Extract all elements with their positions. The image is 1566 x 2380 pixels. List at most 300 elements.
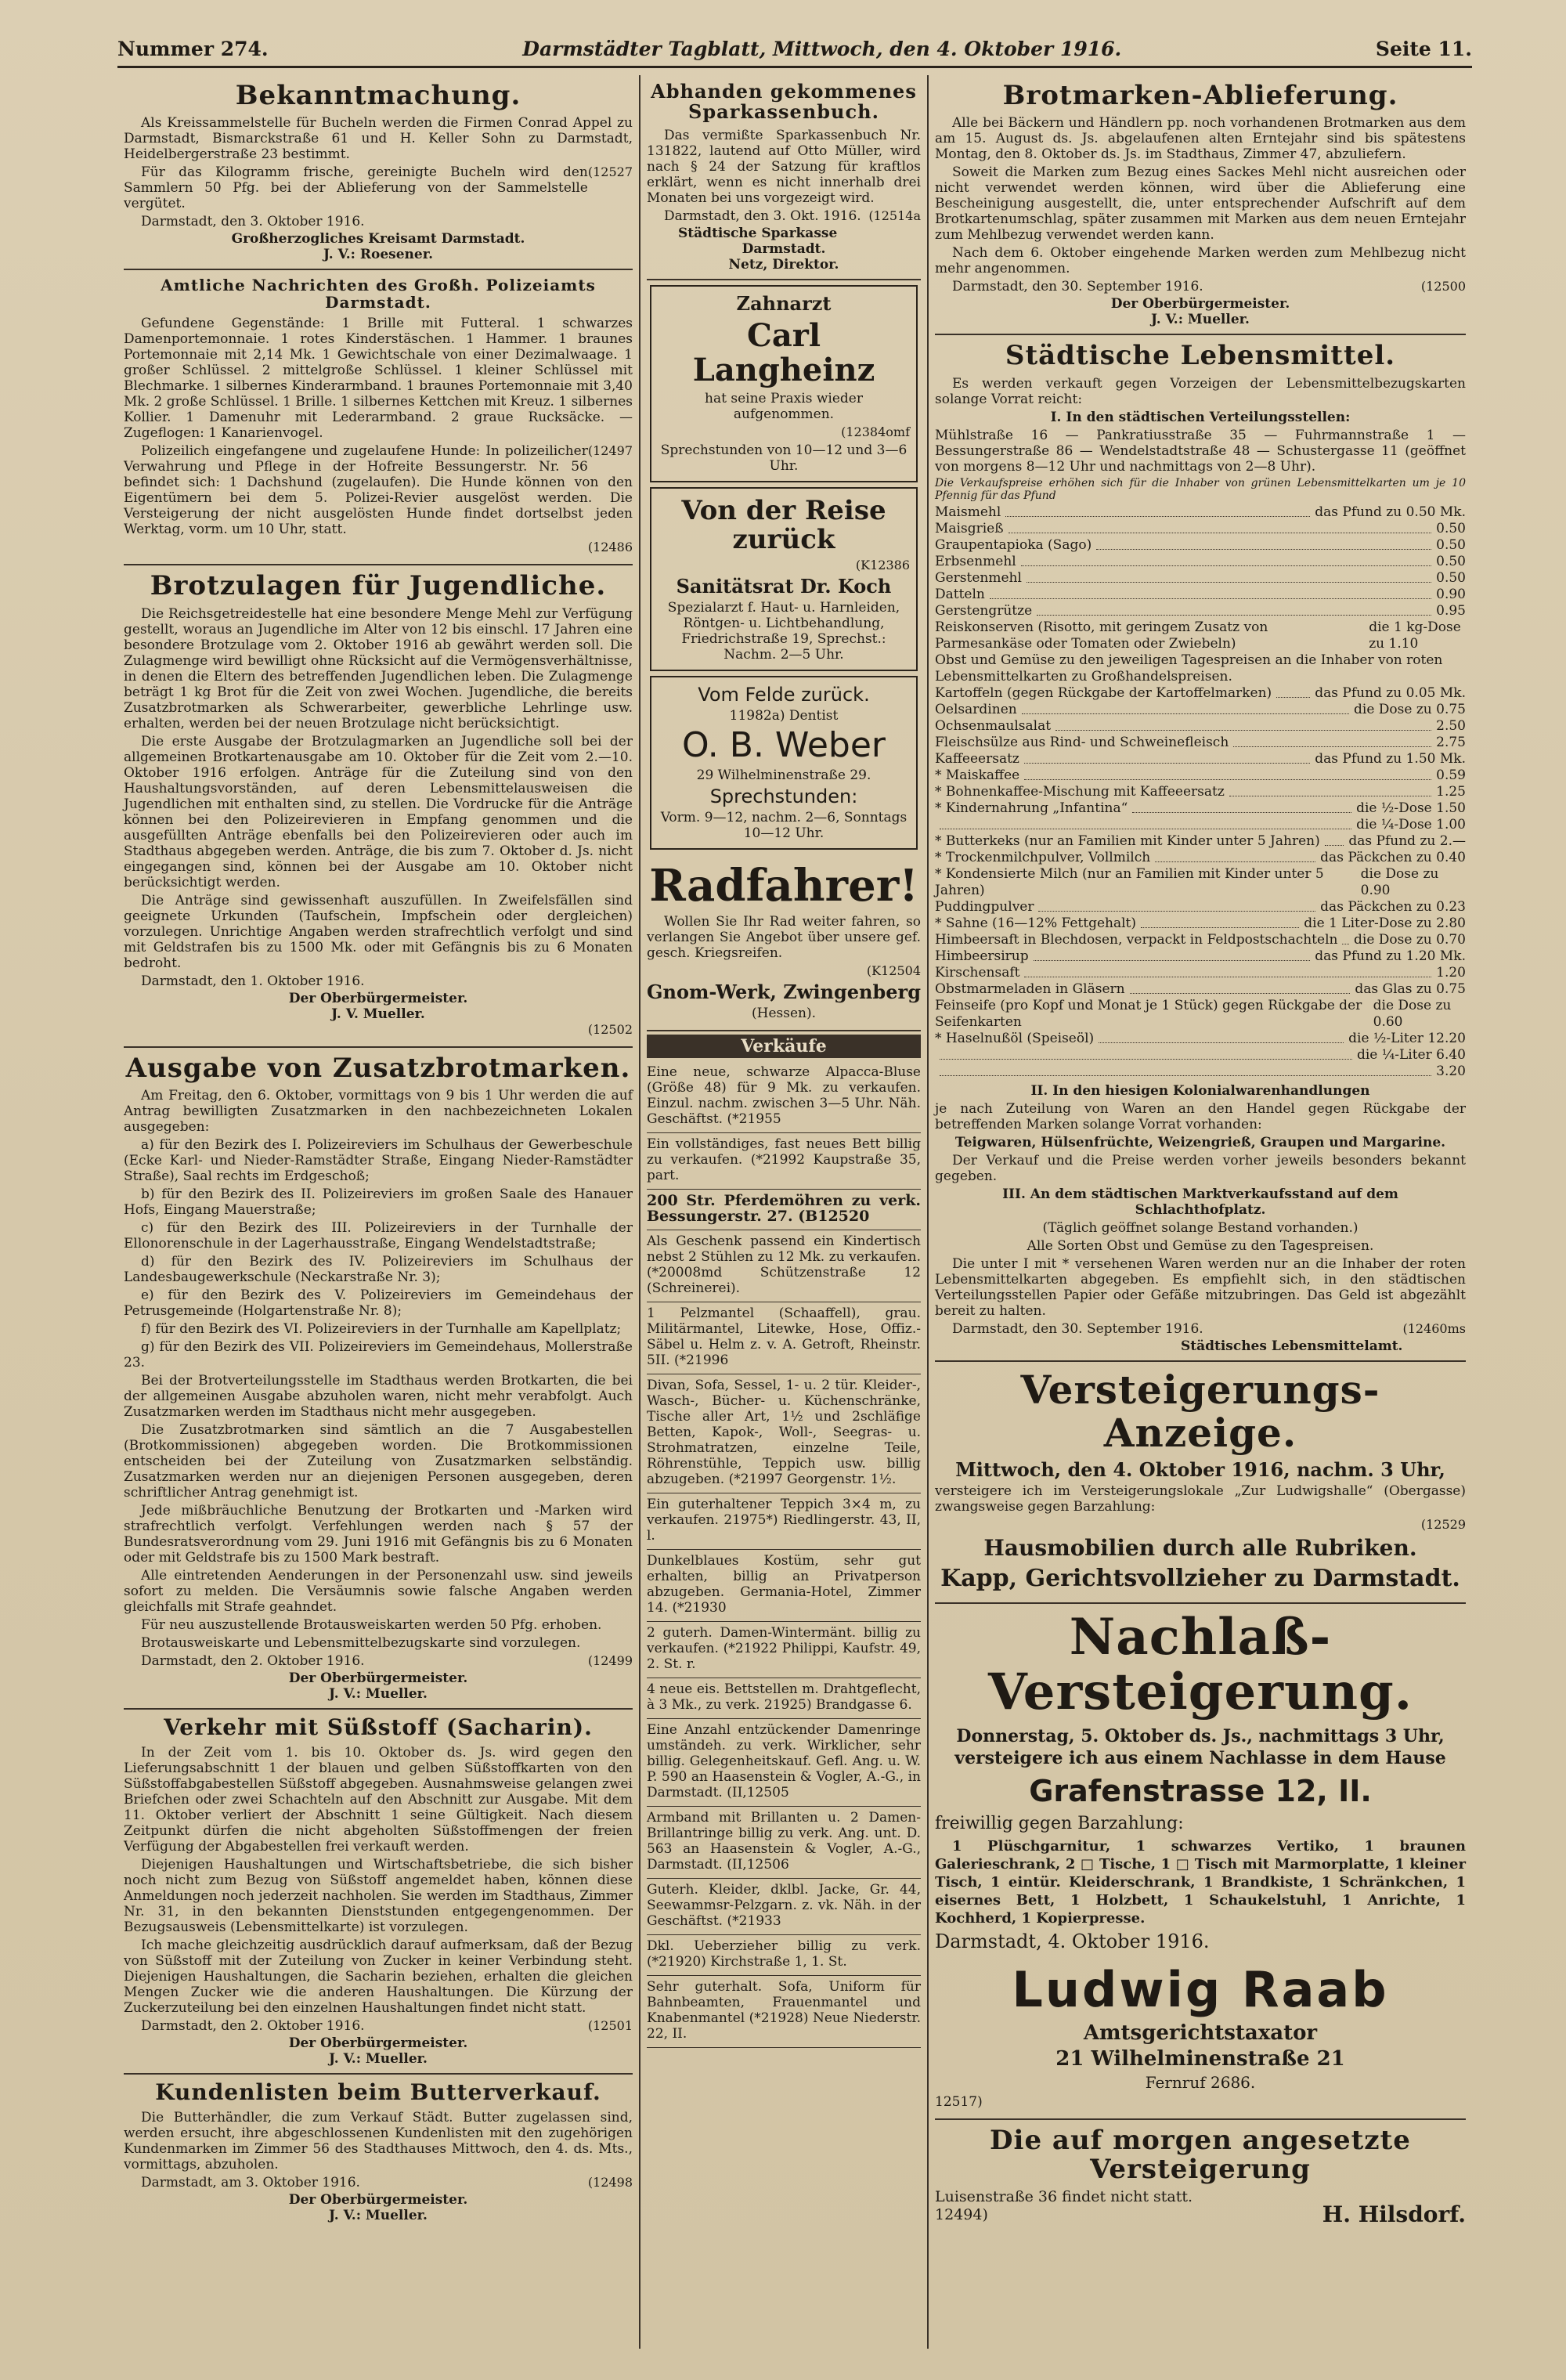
ad-zahnarzt: [650, 285, 918, 482]
price-value: 1.20: [1436, 964, 1466, 981]
auctioneer-phone: Fernruf 2686.: [1145, 2072, 1256, 2092]
notice-signature: J. V.: Roesener.: [323, 247, 434, 263]
notice-text: Mühlstraße 16 — Pankratiusstraße 35 — Fuhrmannstraße 1 — Bessungerstraße 86 — Wendelstadtstraße 48 — Schustergasse 11 (geöffnet von morgens 8—12 Uhr und nachmittags von 2—8 Uhr).: [935, 427, 1466, 475]
notice-signature: J. V.: Mueller.: [329, 2050, 428, 2067]
notice-text: Für das Kilogramm frische, gereinigte Bucheln wird den Sammlern 50 Pfg. bei der Ablieferung von der Sammelstelle vergütet.: [124, 164, 588, 212]
notice-text: Bei der Brotverteilungsstelle im Stadthaus werden Brotkarten, die bei der allgemeinen Ausgabe abzuholen waren, nicht mehr verabfolgt. Auch Zusatzmarken werden im Stadthaus nicht mehr ausgegeben.: [124, 1373, 633, 1421]
price-leader: [1024, 767, 1431, 780]
classified-ad: [647, 1374, 921, 1493]
ad-heading: Zahnarzt: [736, 291, 832, 315]
notice-signature: H. Hilsdorf.: [1322, 2201, 1466, 2228]
notice-text: je nach Zuteilung von Waren an den Handel gegen Rückgabe der betreffenden Marken solange Vorrat vorhanden:: [935, 1100, 1466, 1132]
classified-ad: [647, 1550, 921, 1622]
price-leader: [1022, 702, 1349, 714]
price-value: 3.20: [1436, 1063, 1466, 1079]
price-row: [935, 1047, 1466, 1064]
notice-signature: J. V. Mueller.: [331, 1006, 425, 1022]
ad-name: Sanitätsrat Dr. Koch: [676, 575, 892, 598]
issue-number: Nummer 274.: [117, 37, 269, 60]
ad-text: Armband mit Brillanten u. 2 Damen-Brillantringe billig zu verk. Ang. unt. D. 563 an Haasenstein & Vogler, A.-G., Darmstadt. (II,12506: [647, 1809, 921, 1873]
notice-date: Darmstadt, den 3. Oktober 1916.: [141, 214, 365, 230]
price-value: das Pfund zu 0.50 Mk.: [1315, 504, 1466, 520]
price-leader: [940, 1064, 1431, 1076]
price-leader: [1130, 981, 1351, 994]
notice-text: Luisenstraße 36 findet nicht statt.: [935, 2188, 1193, 2206]
price-row: [935, 619, 1466, 652]
price-leader: [1005, 504, 1310, 517]
price-row: [935, 981, 1466, 998]
price-row: [935, 1031, 1466, 1047]
price-leader: [1132, 800, 1351, 813]
price-item-name: * Maiskaffee: [935, 767, 1020, 783]
price-value: das Pfund zu 2.—: [1348, 832, 1466, 849]
notice-text: Alle eintretenden Aenderungen in der Personenzahl usw. sind jeweils sofort zu melden. Die Versäumnis sowie falsche Angaben werden gleichfalls mit Strafe geahndet.: [124, 1568, 633, 1616]
page-number: Seite 11.: [1375, 37, 1472, 60]
price-row: [935, 817, 1466, 833]
notice-ref: (12500: [1420, 279, 1466, 294]
classified-ad: [647, 1133, 921, 1190]
notice-text: Der Verkauf und die Preise werden vorher jeweils besonders bekannt gegeben.: [935, 1152, 1466, 1184]
notice-versteigerung: [935, 1362, 1466, 1604]
price-leader: [940, 1047, 1352, 1060]
price-row: [935, 537, 1466, 554]
price-value: das Pfund zu 0.05 Mk.: [1315, 684, 1466, 701]
date-text: Darmstadt, den 30. September 1916.: [952, 279, 1203, 295]
classified-ad: [647, 1622, 921, 1678]
price-value: 0.50: [1436, 536, 1466, 553]
price-leader: [1055, 718, 1431, 731]
notice-signature: Städtische Sparkasse Darmstadt.: [678, 225, 838, 257]
price-value: die ½-Liter 12.20: [1348, 1030, 1466, 1046]
price-row: [935, 751, 1466, 767]
price-row: [935, 998, 1466, 1031]
price-item-name: Puddingpulver: [935, 898, 1034, 915]
price-row: [935, 652, 1466, 685]
ad-text: Eine Anzahl entzückender Damenringe umständeh. zu verk. Wirklicher, sehr billig. Gelegenheitskauf. Gefl. Ang. u. W. P. 590 an Haasenstein & Vogler, A.-G., in Darmstadt. (II,12505: [647, 1721, 921, 1800]
ad-ref: (12384omf: [841, 424, 910, 439]
price-item-name: Gerstenmehl: [935, 569, 1022, 586]
price-leader: [1096, 537, 1431, 550]
classified-ad: [647, 1879, 921, 1935]
price-leader: [1233, 735, 1431, 747]
ad-reise: [650, 487, 918, 672]
price-row: [935, 833, 1466, 850]
notice-text: Es werden verkauft gegen Vorzeigen der Lebensmittelbezugskarten solange Vorrat reicht:: [935, 375, 1466, 407]
price-value: 0.90: [1436, 586, 1466, 602]
price-value: die ¼-Dose 1.00: [1356, 816, 1466, 832]
ad-text: Sehr guterhalt. Sofa, Uniform für Bahnbeamten, Frauenmantel und Knabenmantel (*21928) Neue Niederstr. 22, II.: [647, 1978, 921, 2042]
price-value: 1.25: [1436, 783, 1466, 800]
price-leader: [1021, 554, 1431, 566]
price-item-name: Feinseife (pro Kopf und Monat je 1 Stück) gegen Rückgabe der Seifenkarten: [935, 997, 1362, 1030]
ad-subheading: Sprechstunden:: [709, 786, 858, 808]
notice-title: Kundenlisten beim Butterverkauf.: [155, 2078, 601, 2105]
price-row: [935, 784, 1466, 800]
notice-brotzulagen: [124, 565, 633, 1047]
notice-text: Brotausweiskarte und Lebensmittelbezugskarte sind vorzulegen.: [141, 1635, 581, 1652]
price-row: [935, 899, 1466, 916]
notice-title: Ausgabe von Zusatzbrotmarken.: [125, 1052, 631, 1084]
ad-text: Wollen Sie Ihr Rad weiter fahren, so verlangen Sie Angebot über unsere gef. gesch. Kriegsreifen.: [647, 913, 921, 961]
price-row: [935, 718, 1466, 735]
notice-text: Nach dem 6. Oktober eingehende Marken werden zum Mehlbezug nicht mehr angenommen.: [935, 245, 1466, 277]
notice-signature: J. V.: Mueller.: [329, 2207, 428, 2223]
price-value: das Glas zu 0.75: [1355, 981, 1466, 997]
price-row: [935, 702, 1466, 718]
notice-lebensmittel: [935, 335, 1466, 1361]
notice-title: Brotzulagen für Jugendliche.: [150, 570, 607, 602]
classified-ad: [647, 1976, 921, 2048]
ad-firm-location: (Hessen).: [751, 1005, 816, 1021]
newspaper-title: Darmstädter Tagblatt, Mittwoch, den 4. Oktober 1916.: [522, 37, 1122, 60]
ad-hours: Vorm. 9—12, nachm. 2—6, Sonntags 10—12 Uhr.: [660, 810, 907, 842]
notice-text: versteigere ich im Versteigerungslokale „Zur Ludwigshalle“ (Obergasse) zwangsweise gegen Barzahlung:: [935, 1483, 1466, 1515]
notice-polizeiamt: [124, 270, 633, 565]
price-item-name: Reiskonserven (Risotto, mit geringem Zusatz von Parmesankäse oder Tomaten oder Zwiebeln): [935, 619, 1268, 652]
ad-text: Dkl. Ueberzieher billig zu verk. (*21920) Kirchstraße 1, 1. St.: [647, 1938, 921, 1970]
notice-ref: (12460ms: [1402, 1320, 1466, 1336]
price-leader: [1342, 932, 1349, 944]
date-text: Darmstadt, den 2. Oktober 1916.: [141, 1653, 365, 1670]
notice-ref: (12527: [587, 164, 633, 180]
list-item: d) für den Bezirk des IV. Polizeireviers im Schulhaus der Landesbaugewerkschule (Neckarstraße Nr. 3);: [124, 1254, 633, 1286]
price-value: die Dose zu 0.75: [1354, 701, 1466, 717]
notice-text: Am Freitag, den 6. Oktober, vormittags von 9 bis 1 Uhr werden die auf Antrag bewilligten Zusatzmarken in den nachbezeichneten Lokalen ausgegeben:: [124, 1088, 633, 1136]
notice-text: Die Anträge sind gewissenhaft auszufüllen. In Zweifelsfällen sind geeignete Urkunden (Taufschein, Impfschein oder dergleichen) vorzulegen. Unrichtige Angaben werden strafrechtlich verfolgt und sind mit Geldstrafen bis zu 1500 Mk. oder mit Gefängnis bis zu 6 Monaten bedroht.: [124, 892, 633, 971]
list-item: b) für den Bezirk des II. Polizeireviers im großen Saale des Hanauer Hofs, Eingang Mauerstraße;: [124, 1186, 633, 1219]
price-value: das Pfund zu 1.50 Mk.: [1315, 750, 1466, 767]
price-item-name: Obstmarmeladen in Gläsern: [935, 981, 1125, 997]
section-heading: I. In den städtischen Verteilungsstellen:: [1050, 409, 1351, 425]
price-leader: [1037, 603, 1431, 616]
notice-title: Bekanntmachung.: [235, 80, 521, 111]
ad-text: Dunkelblaues Kostüm, sehr gut erhalten, billig an Privatperson abzugeben. Germania-Hotel, Zimmer 14. (*21930: [647, 1552, 921, 1616]
notice-text: Polizeilich eingefangene und zugelaufene Hunde: In polizeilicher Verwahrung und Pflege in der Hofreite Bessungerstr. Nr. 56 befindet sich: 1 Dachshund (zugelaufen). Die Hunde können von den Eigentümern bei dem 5. Polizei-Revier ausgelöst werden. Die Versteigerung der nicht ausgelösten Hunde findet dortselbst jeden Werktag, vorm. um 10 Uhr, statt.: [124, 443, 633, 538]
notice-date: [124, 2018, 633, 2034]
price-value: 2.50: [1436, 717, 1466, 734]
notice-ref: (12529: [1420, 1516, 1466, 1532]
ad-name: O. B. Weber: [681, 724, 886, 765]
price-row: [935, 587, 1466, 603]
ad-ref: (K12504: [866, 962, 921, 978]
price-value: das Pfund zu 1.20 Mk.: [1315, 948, 1466, 964]
notice-signature: Der Oberbürgermeister.: [288, 1670, 468, 1687]
ad-ref: 11982a): [729, 707, 785, 724]
notice-bucheln: [124, 75, 633, 270]
price-leader: [1276, 685, 1310, 698]
ad-text: Spezialarzt f. Haut- u. Harnleiden, Röntgen- u. Lichtbehandlung, Friedrichstraße 19, Sprechst.: Nachm. 2—5 Uhr.: [667, 600, 900, 663]
notice-text: freiwillig gegen Barzahlung:: [935, 1813, 1184, 1833]
notice-text: Jede mißbräuchliche Benutzung der Brotkarten und -Marken wird strafrechtlich verfolgt. Verfehlungen werden nach § 57 der Bundesratsverordnung vom 29. Juni 1916 mit Gefängnis bis zu 6 Monaten oder mit Geldstrafe bis zu 1500 Mark bestraft.: [124, 1503, 633, 1566]
price-value: 0.50: [1436, 553, 1466, 569]
price-leader: [940, 817, 1351, 829]
section-header-verkaeufe: Verkäufe: [647, 1035, 921, 1058]
auctioneer-role: Amtsgerichtstaxator: [1083, 2021, 1318, 2045]
price-row: [935, 735, 1466, 751]
notice-title: Versteigerungs-Anzeige.: [1020, 1366, 1380, 1456]
notice-signature: Der Oberbürgermeister.: [288, 2035, 468, 2051]
price-leader: [1009, 521, 1432, 533]
price-value: die 1 kg-Dose zu 1.10: [1369, 619, 1461, 652]
ad-text: 4 neue eis. Bettstellen m. Drahtgeflecht, à 3 Mk., zu verk. 21925) Brandgasse 6.: [647, 1681, 921, 1713]
notice-ref: (12486: [587, 540, 633, 555]
notice-text: (Täglich geöffnet solange Bestand vorhanden.): [1042, 1219, 1359, 1236]
price-item-name: Kaffeeersatz: [935, 750, 1019, 767]
notice-text: Ich mache gleichzeitig ausdrücklich darauf aufmerksam, daß der Bezug von Süßstoff mit der Zuteilung von Zucker in keiner Verbindung steht. Diejenigen Haushaltungen, die Sacharin beziehen, erhalten die gleichen Mengen Zucker wie die anderen Haushaltungen. Die Kürzung der Zuckerzuteilung bei den einzelnen Haushaltungen findet nicht statt.: [124, 1937, 633, 2016]
notice-ref: (12499: [587, 1653, 633, 1669]
ad-text: Ein vollständiges, fast neues Bett billig zu verkaufen. (*21992 Kaupstraße 35, part.: [647, 1136, 921, 1183]
ad-heading: Radfahrer!: [649, 860, 918, 912]
price-value: die Dose zu 0.70: [1354, 931, 1466, 948]
notice-title: Nachlaß-Versteigerung.: [987, 1607, 1413, 1722]
ad-firm: Gnom-Werk, Zwingenberg: [647, 980, 921, 1003]
ad-role: Dentist: [788, 707, 839, 724]
notice-date: [124, 2175, 633, 2190]
price-list: [935, 504, 1466, 1080]
price-leader: [1038, 899, 1315, 912]
list-item: f) für den Bezirk des VI. Polizeireviers in der Turnhalle am Kapellplatz;: [141, 1321, 622, 1338]
ad-text: 200 Str. Pferdemöhren zu verk. Bessungerstr. 27. (B12520: [647, 1191, 921, 1225]
notice-ref: (12501: [587, 2017, 633, 2033]
price-row: [935, 948, 1466, 965]
notice-text: Die unter I mit * versehenen Waren werden nur an die Inhaber der roten Lebensmittelkarten abgegeben. Es empfiehlt sich, in den städtischen Verteilungsstellen Papier oder Gefäße mitzubringen. Das Geld ist abgezählt bereit zu halten.: [935, 1255, 1466, 1319]
date-text: Darmstadt, den 2. Oktober 1916.: [141, 2017, 365, 2034]
ad-text: Sprechstunden von 10—12 und 3—6 Uhr.: [660, 442, 907, 474]
price-item-name: * Kindernahrung „Infantina“: [935, 800, 1128, 816]
notice-text: Die Butterhändler, die zum Verkauf Städt. Butter zugelassen sind, werden ersucht, ihre abgeschlossenen Kundenlisten mit den zugehörigen Kundenmarken im Zimmer 56 des Stadthauses Mittwoch, den 4. ds. Mts., vormittags, abzuholen.: [124, 2109, 633, 2172]
notice-suessstoff: [124, 1710, 633, 2075]
price-item-name: Ochsenmaulsalat: [935, 717, 1052, 734]
notice-date: Darmstadt, den 3. Okt. 1916.: [664, 208, 861, 224]
notice-text: Als Kreissammelstelle für Bucheln werden die Firmen Conrad Appel zu Darmstadt, Bismarckstraße 61 und H. Keller Sohn zu Darmstadt, Heidelbergerstraße 23 bestimmt.: [124, 115, 633, 163]
notice-date: [124, 1653, 633, 1669]
notice-signature: Kapp, Gerichtsvollzieher zu Darmstadt.: [940, 1564, 1460, 1592]
price-item-name: * Trockenmilchpulver, Vollmilch: [935, 849, 1151, 865]
price-row: [935, 504, 1466, 521]
price-row: [935, 767, 1466, 784]
classified-ad: [647, 1302, 921, 1374]
notice-signature: J. V.: Mueller.: [329, 1686, 428, 1703]
ad-text: Als Geschenk passend ein Kindertisch nebst 2 Stühlen zu 12 Mk. zu verkaufen. (*20008md Schützenstraße 12 (Schreinerei).: [647, 1233, 921, 1296]
price-value: 0.95: [1436, 602, 1466, 619]
list-item: e) für den Bezirk des V. Polizeireviers im Gemeindehaus der Petrusgemeinde (Holgartenstraße Nr. 8);: [124, 1288, 633, 1320]
ad-text: 2 guterh. Damen-Wintermänt. billig zu verkaufen. (*21922 Philippi, Kaufstr. 49, 2. St. r.: [647, 1624, 921, 1672]
auction-date: Mittwoch, den 4. Oktober 1916, nachm. 3 Uhr,: [955, 1457, 1445, 1481]
column-right: [929, 75, 1472, 2349]
price-item-name: Kirschensaft: [935, 964, 1020, 981]
section-heading: III. An dem städtischen Marktverkaufsstand auf dem Schlachthofplatz.: [1002, 1186, 1398, 1218]
auction-date: Donnerstag, 5. Oktober ds. Js., nachmittags 3 Uhr, versteigere ich aus einem Nachlasse in dem Hause: [954, 1725, 1446, 1768]
price-row: [935, 554, 1466, 570]
price-item-name: * Bohnenkaffee-Mischung mit Kaffeeersatz: [935, 783, 1225, 800]
price-leader: [1024, 965, 1431, 977]
list-item: a) für den Bezirk des I. Polizeireviers im Schulhaus der Gewerbeschule (Ecke Karl- und Nieder-Ramstädter Straße, Eingang Nieder-Ramstädter Straße), Saal rechts im Erdgeschoß;: [124, 1137, 633, 1185]
notice-title: Brotmarken-Ablieferung.: [1002, 80, 1398, 111]
price-value: die ¼-Liter 6.40: [1356, 1046, 1466, 1063]
price-item-name: * Sahne (16—12% Fettgehalt): [935, 915, 1137, 931]
notice-cancelled-auction: [935, 2120, 1466, 2232]
notice-title: Abhanden gekommenes Sparkassenbuch.: [651, 80, 917, 124]
classified-ad: [647, 1719, 921, 1807]
price-value: 0.59: [1436, 767, 1466, 783]
notice-ref: (12497: [587, 443, 633, 459]
notice-ref: 12494): [935, 2206, 988, 2224]
notice-signature: Großherzogliches Kreisamt Darmstadt.: [231, 231, 525, 247]
auction-items: Hausmobilien durch alle Rubriken.: [983, 1534, 1417, 1561]
ad-text: hat seine Praxis wieder aufgenommen.: [705, 390, 863, 422]
notice-text: Die Zusatzbrotmarken sind sämtlich an die 7 Ausgabestellen (Brotkommissionen) abgegeben worden. Die Brotkommissionen entscheiden bei der Zuteilung von Zusatzmarken selbständig. Zusatzmarken werden nur an diejenigen Personen ausgegeben, deren schriftlicher Antrag genehmigt ist.: [124, 1422, 633, 1501]
price-row: [935, 685, 1466, 702]
classified-ad: [647, 1493, 921, 1550]
notice-ref: 12517): [935, 2093, 983, 2110]
ad-heading: Von der Reise zurück: [681, 494, 886, 555]
price-row: [935, 916, 1466, 932]
classified-ad: [647, 1061, 921, 1133]
ad-text: Eine neue, schwarze Alpacca-Bluse (Größe 48) für 9 Mk. zu verkaufen. Einzul. nachm. zwischen 3—5 Uhr. Näh. Geschäftst. (*21955: [647, 1064, 921, 1127]
price-item-name: * Butterkeks (nur an Familien mit Kinder unter 5 Jahren): [935, 832, 1320, 849]
ad-text: Divan, Sofa, Sessel, 1- u. 2 tür. Kleider-, Wasch-, Bücher- u. Küchenschränke, Tische aller Art, 1½ und 2schläfige Betten, Kapok-, Woll-, Seegras- u. Strohmatratzen, einzelne Teile, Röhrenstühle, Teppich usw. billig abzugeben. (*21997 Georgenstr. 1½.: [647, 1377, 921, 1487]
notice-brotmarken: [935, 75, 1466, 335]
notice-text: Alle bei Bäckern und Händlern pp. noch vorhandenen Brotmarken aus dem am 15. August ds. Js. abgelaufenen alten Erntejahr sind bis spätestens Montag, den 8. Oktober ds. Js. im Stadthaus, Zimmer 47, abzuliefern.: [935, 115, 1466, 163]
notice-text: Das vermißte Sparkassenbuch Nr. 131822, lautend auf Otto Müller, wird nach § 24 der Satzung für kraftlos erklärt, wenn es nicht innerhalb drei Monaten bei uns vorgezeigt wird.: [647, 127, 921, 206]
notice-text: In der Zeit vom 1. bis 10. Oktober ds. Js. wird gegen den Lieferungsabschnitt 1 der blauen und gelben Süßstoffkarten von den Süßstoffabgabestellen Süßstoff abgegeben. Ausnahmsweise gelangen zwei Briefchen oder zwei Schachteln auf den Abschnitt zur Ausgabe. Mit dem 11. Oktober verliert der Abschnitt 1 seine Gültigkeit. Nach diesem Zeitpunkt dürfen die nicht abgeholten Süßstoffmengen der freien Verfügung der Abgabestellen frei verkauft werden.: [124, 1744, 633, 1855]
notice-text: Diejenigen Haushaltungen und Wirtschaftsbetriebe, die sich bisher noch nicht zum Bezug von Süßstoff angemeldet haben, können diese Anmeldungen noch jederzeit nachholen. Sie werden im Stadthaus, Zimmer Nr. 31, in den bekannten Dienststunden entgegengenommen. Der Bezugsausweis (Lebensmittelkarte) ist vorzulegen.: [124, 1856, 633, 1935]
notice-date: Darmstadt, 4. Oktober 1916.: [935, 1930, 1210, 1952]
price-value: das Päckchen zu 0.40: [1320, 849, 1466, 865]
notice-title: Die auf morgen angesetzte Versteigerung: [990, 2124, 1411, 2185]
price-item-name: Oelsardinen: [935, 701, 1017, 717]
notice-date: [935, 279, 1466, 294]
auctioneer-address: 21 Wilhelminenstraße 21: [1055, 2046, 1345, 2071]
ad-ref: (K12386: [855, 558, 910, 573]
notice-text: Soweit die Marken zum Bezug eines Sackes Mehl nicht ausreichen oder nicht verwendet werden können, wird über die Ablieferung eine Bescheinigung ausgestellt, die, unter entsprechender Aufschrift auf dem Brotkartenumschlag, später zusammen mit Marken aus dem neuen Erntejahr zum Mehlbezug verwendet werden kann.: [935, 164, 1466, 244]
notice-nachlass: [935, 1604, 1466, 2120]
price-item-name: Himbeersaft in Blechdosen, verpackt in Feldpostschachteln: [935, 931, 1338, 948]
price-value: die 1 Liter-Dose zu 2.80: [1304, 915, 1466, 931]
price-item-name: * Kondensierte Milch (nur an Familien mit Kinder unter 5 Jahren): [935, 865, 1324, 898]
notice-signature: Städtisches Lebensmittelamt.: [1180, 1338, 1403, 1354]
ad-text: 1 Pelzmantel (Schaaffell), grau. Militärmantel, Litewke, Hose, Offiz.-Säbel u. Helm z. v. A. Getroft, Rheinstr. 5II. (*21996: [647, 1305, 921, 1368]
price-value: 2.75: [1436, 734, 1466, 750]
ad-text: Ein guterhaltener Teppich 3×4 m, zu verkaufen. 21975*) Riedlingerstr. 43, II, l.: [647, 1496, 921, 1544]
notice-text: Gefundene Gegenstände: 1 Brille mit Futteral. 1 schwarzes Damenportemonnaie. 1 rotes Kinderstäschen. 1 Hammer. 1 braunes Portemonnaie mit 2,14 Mk. 1 Gewichtschale von einer Dezimalwaage. 1 großer Schlüssel. 2 mittelgroße Schlüssel. 1 kleiner Schlüssel mit Blechmarke. 1 silbernes Kinderarmband. 1 braunes Portemonnaie mit 3,40 Mk. 2 große Schlüssel. 1 Brille. 1 silbernes Kettchen mit Kreuz. 1 silbernes Kollier. 1 Damenuhr mit Lederarmband. 2 graue Rucksäcke. — Zugeflogen: 1 Kanarienvogel.: [124, 316, 633, 442]
price-row: [935, 965, 1466, 981]
price-value: 0.50: [1436, 520, 1466, 536]
price-leader: [1155, 850, 1315, 862]
column-middle: [640, 75, 929, 2349]
date-text: Darmstadt, am 3. Oktober 1916.: [141, 2174, 360, 2190]
price-leader: [1229, 784, 1431, 796]
notice-signature: Netz, Direktor.: [728, 256, 839, 273]
ad-radfahrer: [647, 854, 921, 1031]
classified-ad: [647, 1190, 921, 1230]
notice-title: Verkehr mit Süßstoff (Sacharin).: [164, 1714, 593, 1741]
price-item-name: Erbsenmehl: [935, 553, 1016, 569]
notice-title: Amtliche Nachrichten des Großh. Polizeiamts Darmstadt.: [161, 276, 596, 312]
price-value: 0.50: [1436, 569, 1466, 586]
ad-text: [658, 708, 910, 724]
notice-text: Die erste Ausgabe der Brotzulagmarken an Jugendliche soll bei der allgemeinen Brotkartenausgabe am 10. Oktober für die Zeit vom 2.—10. Oktober 1916 erfolgen. Anträge für die Zuteilung sind von den Haushaltungsvorständen, auf deren Lebensmittelausweisen die Jugendlichen mit enthalten sind, zu stellen. Die Vordrucke für die Anträge können bei den Polizeirevieren in Empfang genommen und die ausgefüllten Anträge ebenfalls bei den Polizeirevieren oder auch im Stadthaus abgegeben werden. Anträge, die bis zum 7. Oktober d. Js. nicht eingegangen sind, können bei der Ausgabe am 10. Oktober nicht berücksichtigt werden.: [124, 733, 633, 890]
price-leader: [1099, 1031, 1344, 1043]
price-value: die Dose zu 0.90: [1360, 865, 1439, 898]
price-item-name: Datteln: [935, 586, 985, 602]
price-item-name: Obst und Gemüse zu den jeweiligen Tagespreisen an die Inhaber von roten Lebensmittelkarten zu Großhandelspreisen.: [935, 652, 1443, 684]
masthead: [117, 31, 1472, 68]
classified-ad: [647, 1678, 921, 1719]
price-leader: [1141, 916, 1299, 928]
notice-text: Alle Sorten Obst und Gemüse zu den Tagespreisen.: [1027, 1237, 1374, 1254]
notice-signature: Der Oberbürgermeister.: [288, 990, 468, 1006]
notice-ref: (12514a: [868, 208, 921, 223]
price-item-name: Maisgrieß: [935, 520, 1004, 536]
price-row: [935, 866, 1466, 899]
price-item-name: Graupentapioka (Sago): [935, 536, 1092, 553]
notice-zusatzbrotmarken: [124, 1048, 633, 1710]
notice-text: Für neu auszustellende Brotausweiskarten werden 50 Pfg. erhoben.: [141, 1617, 602, 1634]
price-row: [935, 850, 1466, 866]
price-leader: [990, 587, 1431, 599]
price-leader: [1024, 751, 1310, 764]
price-leader: [1027, 570, 1431, 583]
list-item: c) für den Bezirk des III. Polizeireviers in der Turnhalle der Ellonorenschule in der Lagerhausstraße, Eingang Wendelstadtstraße;: [124, 1220, 633, 1252]
notice-sparkassenbuch: [647, 75, 921, 280]
price-item-name: Himbeersirup: [935, 948, 1029, 964]
notice-butterverkauf: [124, 2075, 633, 2230]
price-item-name: Kartoffeln (gegen Rückgabe der Kartoffelmarken): [935, 684, 1272, 701]
price-row: [935, 800, 1466, 817]
price-item-name: Maismehl: [935, 504, 1001, 520]
price-row: [935, 521, 1466, 537]
price-row: [935, 603, 1466, 619]
list-item: g) für den Bezirk des VII. Polizeireviers im Gemeindehaus, Mollerstraße 23.: [124, 1339, 633, 1371]
ad-text: Guterh. Kleider, dklbl. Jacke, Gr. 44, Seewammsr-Pelzgarn. z. vk. Näh. in der Geschäftst. (*21933: [647, 1881, 921, 1929]
notice-signature: Der Oberbürgermeister.: [288, 2191, 468, 2208]
auction-items: 1 Plüschgarnitur, 1 schwarzes Vertiko, 1 braunen Galerieschrank, 2 □ Tische, 1 □ Tisch mit Marmorplatte, 1 kleiner Tisch, 1 eintür. Kleiderschrank, 1 Brandkiste, 1 Schränkchen, 1 eisernes Bett, 1 Holzbett, 1 Schaukelstuhl, 1 Anrichte, 1 Kochherd, 1 Kopierpresse.: [935, 1837, 1466, 1927]
notice-date: Darmstadt, den 1. Oktober 1916.: [141, 973, 365, 989]
price-row: [935, 1064, 1466, 1080]
classified-ad: [647, 1807, 921, 1879]
notice-ref: (12498: [587, 2174, 633, 2190]
price-row: [935, 570, 1466, 587]
price-item-name: Gerstengrütze: [935, 602, 1033, 619]
price-item-name: * Haselnußöl (Speiseöl): [935, 1030, 1095, 1046]
price-note: Die Verkaufspreise erhöhen sich für die Inhaber von grünen Lebensmittelkarten um je 10 Pfennig für das Pfund: [935, 476, 1466, 502]
section-heading: II. In den hiesigen Kolonialwarenhandlungen: [1030, 1082, 1370, 1099]
price-value: die Dose zu 0.60: [1373, 997, 1452, 1030]
ad-name: Carl Langheinz: [692, 316, 875, 388]
price-value: die ½-Dose 1.50: [1356, 800, 1466, 816]
price-value: das Päckchen zu 0.23: [1320, 898, 1466, 915]
classified-ad: [647, 1935, 921, 1976]
ad-weber: [650, 676, 918, 850]
column-left: [117, 75, 640, 2349]
notice-signature: J. V.: Mueller.: [1151, 312, 1250, 328]
notice-footer: [935, 2201, 1466, 2228]
notice-signature: Der Oberbürgermeister.: [1110, 296, 1290, 312]
notice-text: Teigwaren, Hülsenfrüchte, Weizengrieß, Graupen und Margarine.: [954, 1134, 1446, 1150]
auction-address: Grafenstrasse 12, II.: [1029, 1773, 1372, 1808]
price-leader: [1034, 948, 1311, 961]
price-leader: [1325, 833, 1344, 846]
ad-heading: Vom Felde zurück.: [698, 684, 870, 706]
classified-ad: [647, 1230, 921, 1302]
notice-text: Die Reichsgetreidestelle hat eine besondere Menge Mehl zur Verfügung gestellt, woraus an Jugendliche im Alter von 12 bis einschl. 17 Jahren eine besondere Brotzulage vom 2. Oktober 1916 ab gewährt werden soll. Die Zulagmenge wird bewilligt ohne Rücksicht auf die Vermögensverhältnisse, in denen die Eltern des betreffenden Jugendlichen leben. Die Zulagmenge beträgt 1 kg Brot für die Zeit von zwei Wochen. Jugendliche, die bereits Zusatzbrotmarken als Schwerarbeiter, gewerbliche Lehrlinge usw. erhalten, werden bei der neuen Brotzulage nicht berücksichtigt.: [124, 605, 633, 731]
ad-address: 29 Wilhelminenstraße 29.: [696, 767, 871, 784]
price-item-name: Fleischsülze aus Rind- und Schweinefleisch: [935, 734, 1229, 750]
auctioneer-name: Ludwig Raab: [1012, 1960, 1389, 2018]
notice-date: Darmstadt, den 30. September 1916.: [952, 1320, 1203, 1337]
notice-ref: (12502: [587, 1021, 633, 1037]
